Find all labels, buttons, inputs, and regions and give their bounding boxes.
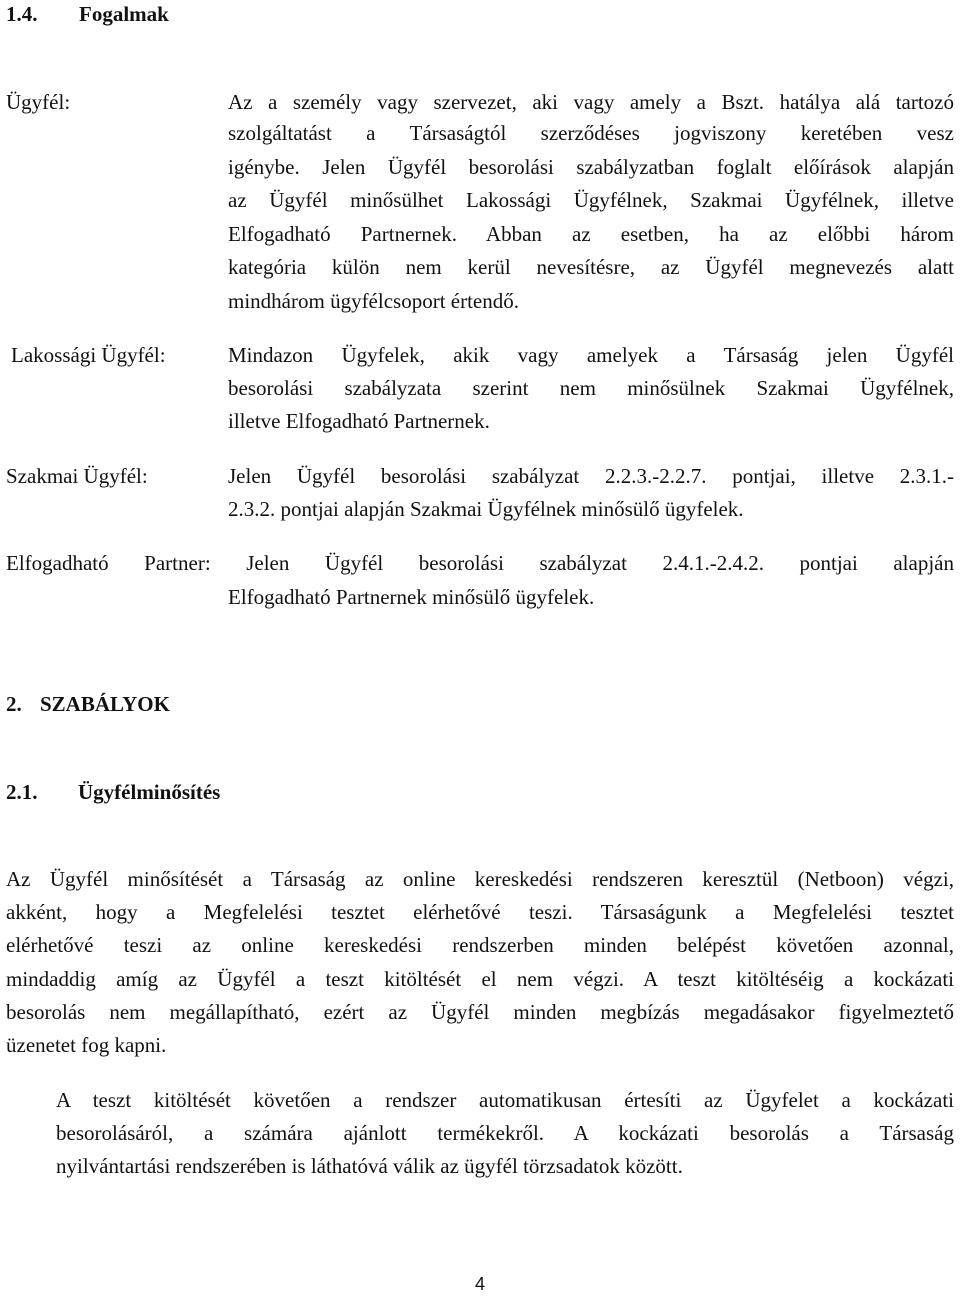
definition-line: szolgáltatást a Társaságtól szerződéses jogviszony keretében vesz	[228, 121, 954, 145]
definition-line: Az a személy vagy szervezet, aki vagy amely a Bszt. hatálya alá tartozó	[228, 90, 954, 114]
page-number: 4	[474, 1274, 485, 1294]
paragraph-line: mindaddig amíg az Ügyfél a teszt kitöltését el nem végzi. A teszt kitöltéséig a kockázati	[6, 967, 954, 991]
paragraph-line: akként, hogy a Megfelelési tesztet elérhetővé teszi. Társaságunk a Megfelelési tesztet	[6, 900, 954, 924]
definition-line: Jelen Ügyfél besorolási szabályzat 2.4.1.-2.4.2. pontjai alapján	[246, 551, 954, 575]
paragraph-line: besorolásáról, a számára ajánlott termékekről. A kockázati besorolás a Társaság	[56, 1121, 954, 1145]
definition-elfogadhato-partner	[6, 551, 954, 575]
section-heading-2-1	[6, 780, 220, 804]
definition-term-ugyfel: Ügyfél:	[6, 90, 71, 114]
definition-term-elfogadhato-partner: Elfogadható Partner:	[6, 551, 211, 575]
section-number: 2.	[6, 692, 22, 716]
section-number: 1.4.	[6, 2, 38, 26]
paragraph-line: elérhetővé teszi az online kereskedési rendszerben minden belépést követően azonnal,	[6, 933, 954, 957]
definition-line: Jelen Ügyfél besorolási szabályzat 2.2.3.-2.2.7. pontjai, illetve 2.3.1.-	[228, 464, 954, 488]
definition-line: mindhárom ügyfélcsoport értendő.	[228, 289, 520, 313]
definition-line: Elfogadható Partnernek minősülő ügyfelek.	[228, 585, 595, 609]
definition-term-lakossagi-ugyfel: Lakossági Ügyfél:	[11, 343, 166, 367]
definition-line: Elfogadható Partnernek. Abban az esetben, ha az előbbi három	[228, 222, 954, 246]
definition-term-szakmai-ugyfel: Szakmai Ügyfél:	[6, 464, 148, 488]
definition-line: kategória külön nem kerül nevesítésre, az Ügyfél megnevezés alatt	[228, 255, 954, 279]
paragraph-line: A teszt kitöltését követően a rendszer automatikusan értesíti az Ügyfelet a kockázati	[56, 1088, 954, 1112]
section-title: SZABÁLYOK	[40, 692, 170, 716]
definition-line: 2.3.2. pontjai alapján Szakmai Ügyfélnek minősülő ügyfelek.	[228, 497, 744, 521]
definition-line: igénybe. Jelen Ügyfél besorolási szabályzatban foglalt előírások alapján	[228, 155, 954, 179]
section-title: Ügyfélminősítés	[78, 780, 221, 804]
paragraph-line: besorolás nem megállapítható, ezért az Ügyfél minden megbízás megadásakor figyelmeztető	[6, 1000, 954, 1024]
paragraph-line: Az Ügyfél minősítését a Társaság az online kereskedési rendszeren keresztül (Netboon) végzi,	[6, 867, 954, 891]
definition-line: Mindazon Ügyfelek, akik vagy amelyek a Társaság jelen Ügyfél	[228, 343, 954, 367]
section-heading-2	[6, 692, 170, 716]
definition-line: illetve Elfogadható Partnernek.	[228, 409, 490, 433]
definition-line: besorolási szabályzata szerint nem minősülnek Szakmai Ügyfélnek,	[228, 376, 954, 400]
paragraph-line: nyilvántartási rendszerében is láthatóvá válik az ügyfél törzsadatok között.	[56, 1154, 683, 1178]
section-number: 2.1.	[6, 780, 38, 804]
section-title: Fogalmak	[79, 2, 169, 26]
section-heading-1-4	[6, 2, 169, 26]
paragraph-line: üzenetet fog kapni.	[6, 1033, 167, 1057]
definition-line: az Ügyfél minősülhet Lakossági Ügyfélnek, Szakmai Ügyfélnek, illetve	[228, 188, 954, 212]
